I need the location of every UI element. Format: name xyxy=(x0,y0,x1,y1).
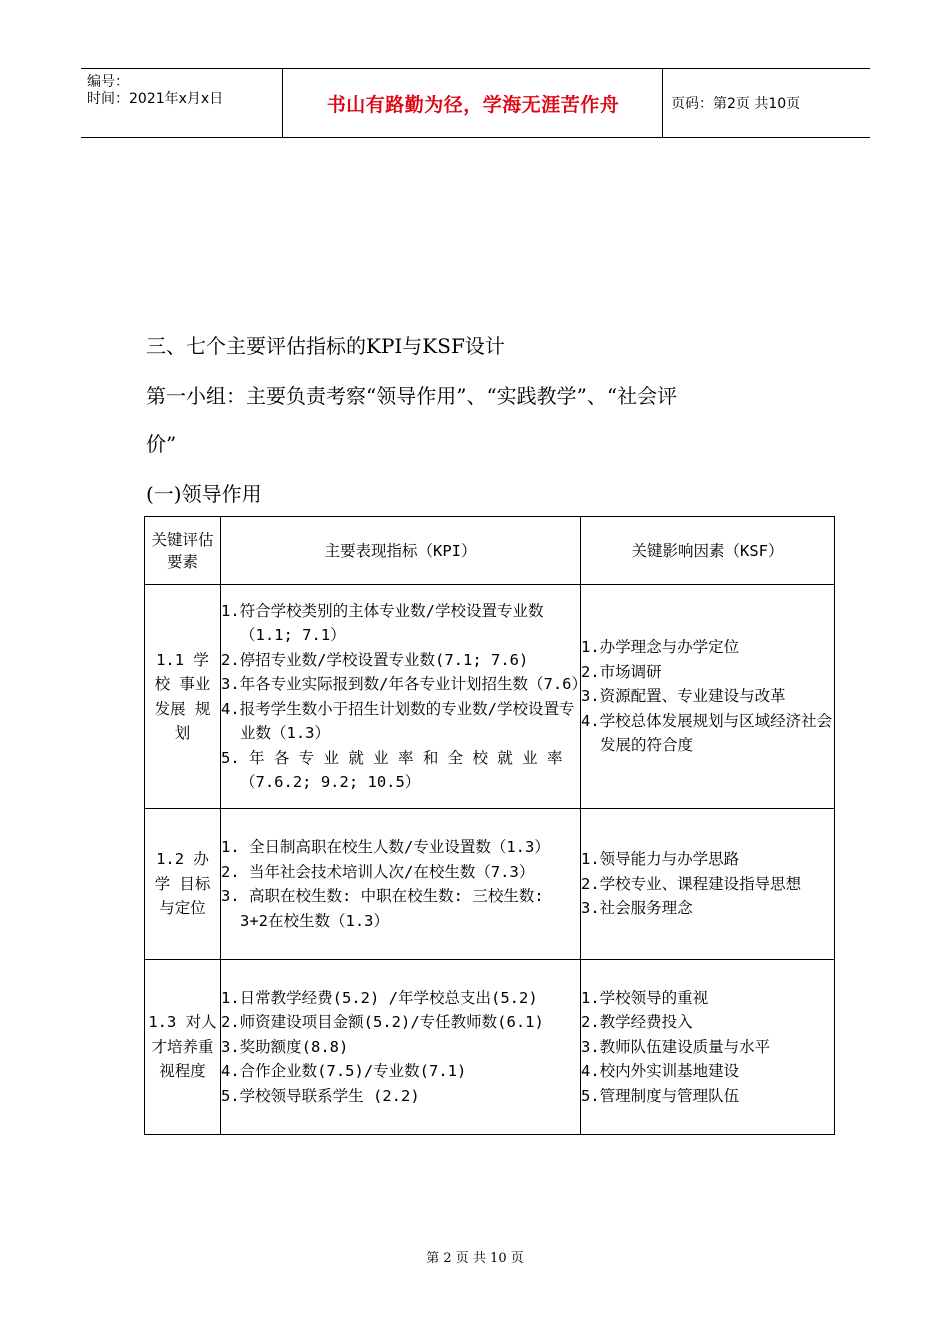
ksf-item: 1.学校领导的重视 xyxy=(581,988,709,1007)
ksf-item: 2.市场调研 xyxy=(581,662,662,681)
ksf-item: 2.教学经费投入 xyxy=(581,1013,693,1032)
header-meta xyxy=(87,74,223,108)
ksf-item: 3.教师队伍建设质量与水平 xyxy=(581,1037,771,1056)
ksf-item: 3.资源配置、专业建设与改革 xyxy=(581,687,786,706)
ksf-item: 1.办学理念与办学定位 xyxy=(581,638,740,657)
page-header xyxy=(81,68,870,138)
kpi-item: 5.学校领导联系学生 (2.2) xyxy=(221,1086,420,1105)
ksf-item: 4.校内外实训基地建设 xyxy=(581,1062,740,1081)
header-key-element: 关键评估要素 xyxy=(145,517,221,585)
row-element: 1.1 学校 事业 发展 规划 xyxy=(145,585,221,809)
kpi-item: 1.符合学校类别的主体专业数/学校设置专业数（1.1; 7.1） xyxy=(221,601,544,644)
kpi-item: 4.合作企业数(7.5)/专业数(7.1) xyxy=(221,1062,467,1081)
ksf-item: 4.学校总体发展规划与区域经济社会发展的符合度 xyxy=(581,711,833,755)
kpi-item: 3.奖助额度(8.8) xyxy=(221,1037,349,1056)
kpi-item: 1.日常教学经费(5.2) /年学校总支出(5.2) xyxy=(221,988,538,1007)
group-description-line2: 价” xyxy=(146,432,177,456)
table-row xyxy=(145,585,835,809)
kpi-item: 3.年各专业实际报到数/年各专业计划招生数（7.6） xyxy=(221,675,587,693)
table-header-row xyxy=(145,517,835,585)
row-ksf-list xyxy=(581,585,835,809)
row-ksf-list xyxy=(581,960,835,1135)
subsection-title: (一)领导作用 xyxy=(146,482,262,506)
row-element: 1.2 办学 目标 与定位 xyxy=(145,809,221,960)
kpi-item: 3. 高职在校生数: 中职在校生数: 三校生数: 3+2在校生数（1.3） xyxy=(221,887,544,930)
section-title: 三、七个主要评估指标的KPI与KSF设计 xyxy=(146,334,505,358)
ksf-item: 2.学校专业、课程建设指导思想 xyxy=(581,874,802,893)
kpi-item: 2.停招专业数/学校设置专业数(7.1; 7.6) xyxy=(221,650,529,669)
document-number-label: 编号： xyxy=(87,74,129,90)
ksf-item: 1.领导能力与办学思路 xyxy=(581,850,740,869)
row-kpi-list xyxy=(221,585,587,809)
row-kpi-list xyxy=(221,960,581,1135)
row-ksf-list xyxy=(581,809,835,960)
header-kpi: 主要表现指标（KPI） xyxy=(221,517,581,585)
ksf-item: 5.管理制度与管理队伍 xyxy=(581,1086,740,1105)
table-row xyxy=(145,809,835,960)
row-kpi-list xyxy=(221,809,581,960)
header-page-info: 页码：第2页 共10页 xyxy=(671,96,801,112)
group-description-line1: 第一小组：主要负责考察“领导作用”、“实践教学”、“社会评 xyxy=(146,384,678,408)
table-row xyxy=(145,960,835,1135)
header-ksf: 关键影响因素（KSF） xyxy=(581,517,835,585)
kpi-item: 5. 年 各 专 业 就 业 率 和 全 校 就 业 率（7.6.2; 9.2; 10.5） xyxy=(221,748,563,791)
kpi-ksf-table xyxy=(144,516,835,1135)
header-motto: 书山有路勤为径，学海无涯苦作舟 xyxy=(326,93,620,116)
header-divider xyxy=(662,69,663,137)
ksf-item: 3.社会服务理念 xyxy=(581,899,693,918)
kpi-item: 1. 全日制高职在校生人数/专业设置数（1.3） xyxy=(221,838,550,856)
page-footer: 第 2 页 共 10 页 xyxy=(426,1251,524,1266)
row-element: 1.3 对人才培养重视程度 xyxy=(145,960,221,1135)
header-divider xyxy=(282,69,283,137)
kpi-item: 2.师资建设项目金额(5.2)/专任教师数(6.1) xyxy=(221,1013,544,1032)
kpi-item: 2. 当年社会技术培训人次/在校生数（7.3） xyxy=(221,862,535,881)
document-date: 时间：2021年x月x日 xyxy=(87,91,224,107)
kpi-item: 4.报考学生数小于招生计划数的专业数/学校设置专业数（1.3） xyxy=(221,699,575,742)
